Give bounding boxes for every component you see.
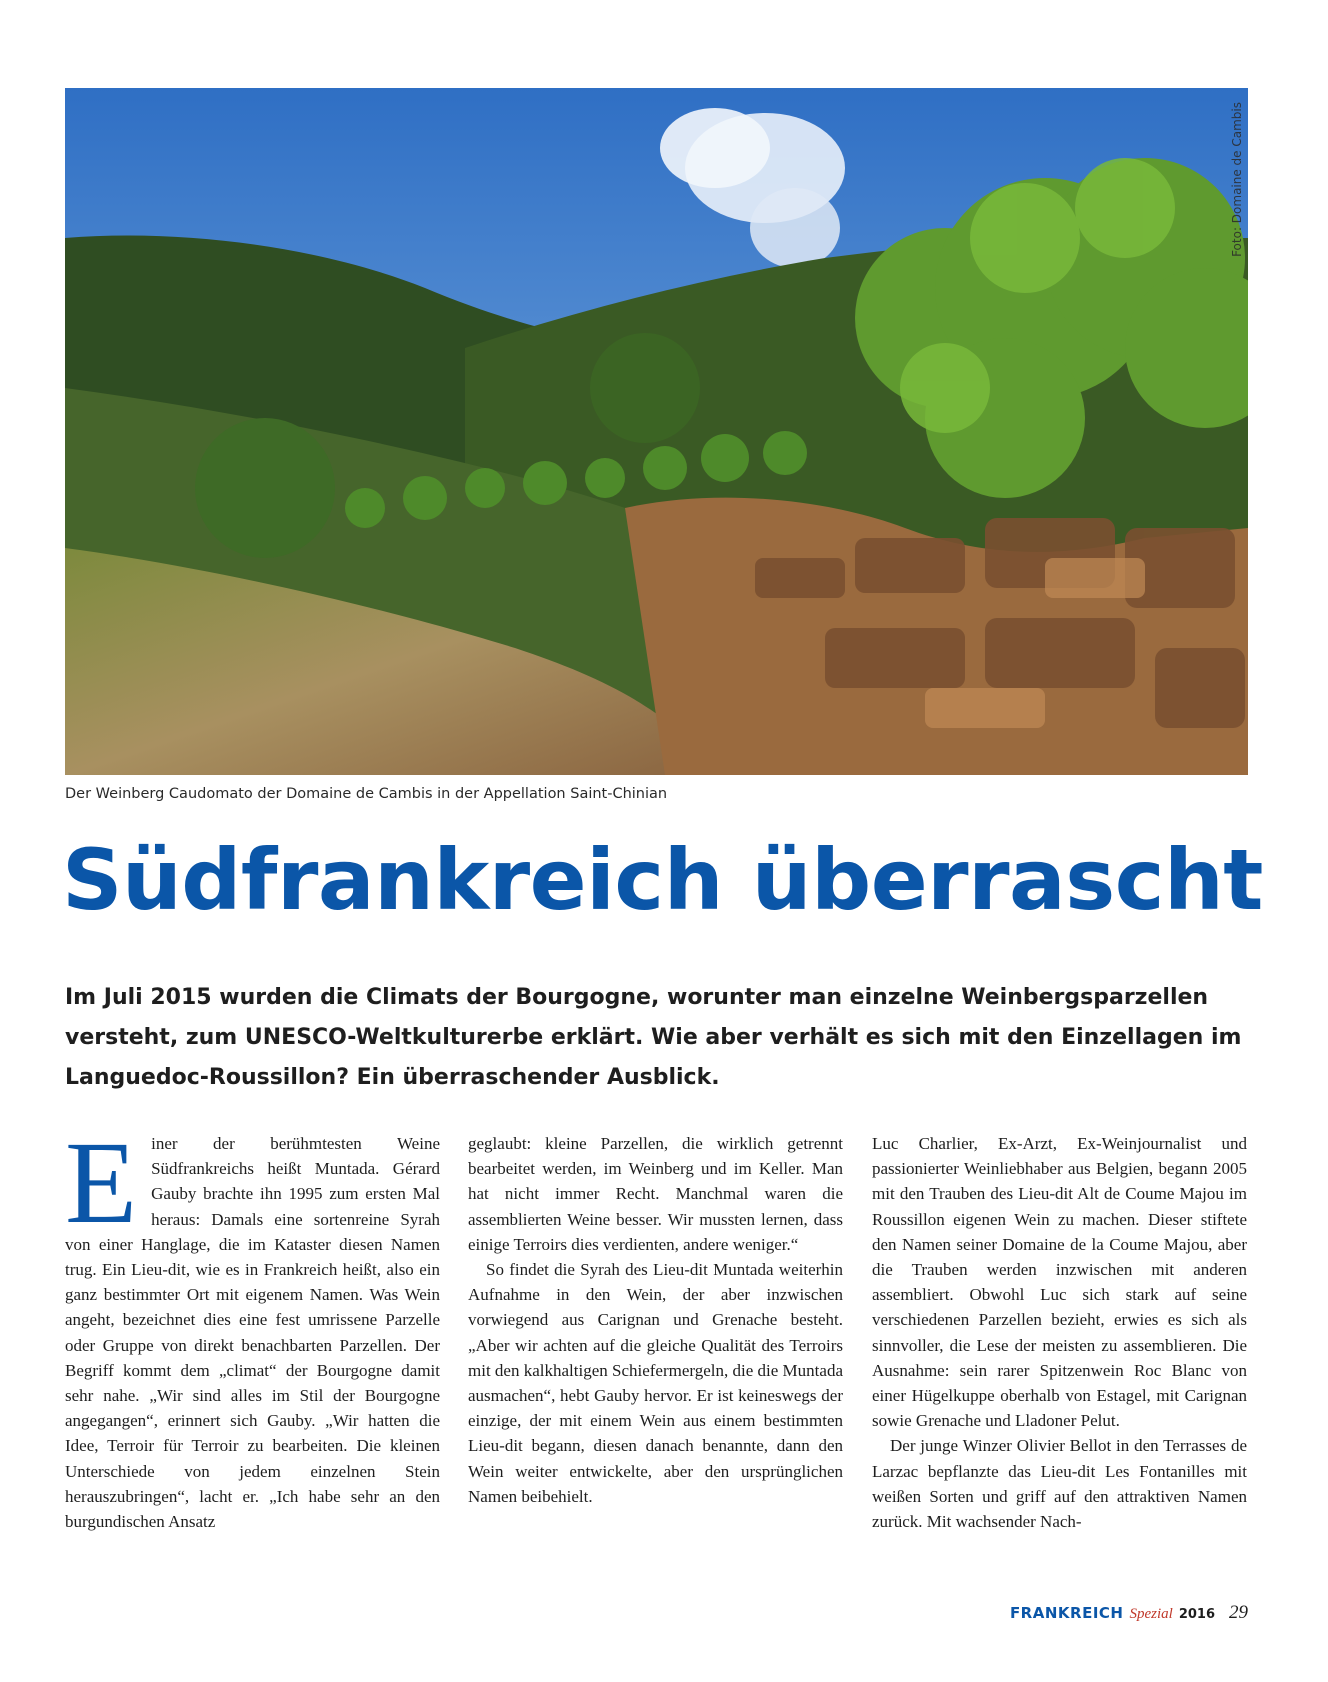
- col3-paragraph-2: Der junge Winzer Olivier Bellot in den Terrasses de Larzac bepflanzte das Lieu-dit Les Fontanilles mit weißen Sorten und griff auf den attraktiven Namen zurück. Mit wachsender Nach-: [872, 1436, 1247, 1532]
- col1-paragraph-1: iner der berühmtesten Weine Südfrankreichs heißt Muntada. Gérard Gauby brachte ihn 1995 zum ersten Mal heraus: Damals eine sortenreine Syrah von einer Hanglage, die im Kataster diesen Namen trug. Ein Lieu-dit, wie es in Frankreich heißt, also ein ganz bestimmter Ort mit eigenem Namen. Was Wein angeht, bezeichnet dies eine fest umrissene Parzelle oder Gruppe von direkt benachbarten Parzellen. Der Begriff kommt dem „climat“ der Bourgogne damit sehr nahe. „Wir sind alles im Stil der Bourgogne angegangen“, erinnert sich Gauby. „Wir hatten die Idee, Terroir für Terroir zu bearbeiten. Die kleinen Unterschiede von jedem einzelnen Stein herauszubringen“, lacht er. „Ich habe sehr an den burgundischen Ansatz: [65, 1134, 440, 1532]
- page-number: 29: [1229, 1602, 1248, 1623]
- text-column-2: [468, 1131, 843, 1556]
- vineyard-photo: [65, 88, 1248, 775]
- page-title: Südfrankreich überrascht: [62, 831, 1263, 929]
- footer-year: 2016: [1178, 1607, 1215, 1622]
- photo-credit: Foto: Domaine de Cambis: [1230, 102, 1244, 257]
- col2-paragraph-2: So findet die Syrah des Lieu-dit Muntada weiterhin Aufnahme in den Wein, der aber inzwischen vorwiegend aus Carignan und Grenache besteht. „Aber wir achten auf die gleiche Qualität des Terroirs mit den kalkhaltigen Schiefermergeln, die die Muntada ausmachen“, hebt Gauby hervor. Er ist keineswegs der einzige, der mit einem Wein aus einem bestimmten Lieu-dit begann, diesen danach benannte, dann den Wein weiter entwickelte, aber den ursprünglichen Namen beibehielt.: [468, 1260, 843, 1506]
- article-lead: Im Juli 2015 wurden die Climats der Bourgogne, worunter man einzelne Weinbergsparzellen versteht, zum UNESCO-Weltkulturerbe erklärt. Wie aber verhält es sich mit den Einzellagen im Languedoc-Roussillon? Ein überraschender Ausblick.: [65, 985, 1242, 1090]
- photo-caption: Der Weinberg Caudomato der Domaine de Cambis in der Appellation Saint-Chinian: [65, 786, 668, 802]
- drop-cap: E: [65, 1131, 138, 1248]
- footer-brand: FRANKREICH: [1009, 1604, 1124, 1622]
- col2-paragraph-1: geglaubt: kleine Parzellen, die wirklich getrennt bearbeitet werden, im Weinberg und im Keller. Man hat nicht immer Recht. Manchmal waren die assemblierten Weine besser. Wir mussten lernen, dass einige Terroirs dies verdienten, andere weniger.“: [468, 1134, 843, 1254]
- page-footer: [1010, 1602, 1248, 1624]
- col3-paragraph-1: Luc Charlier, Ex-Arzt, Ex-Weinjournalist und passionierter Weinliebhaber aus Belgien, begann 2005 mit den Trauben des Lieu-dit Alt de Coume Majou im Roussillon eigenen Wein zu machen. Dieser stiftete den Namen seiner Domaine de la Coume Majou, aber die Trauben werden inzwischen mit anderen assembliert. Obwohl Luc sich stark auf seine verschiedenen Parzellen bezieht, erwies es sich als sinnvoller, die Lese der meisten zu assemblieren. Die Ausnahme: sein rarer Spitzenwein Roc Blanc von einer Hügelkuppe oberhalb von Estagel, mit Carignan sowie Grenache und Lladoner Pelut.: [872, 1134, 1247, 1431]
- text-column-3: [872, 1131, 1247, 1556]
- text-column-1: [65, 1131, 440, 1556]
- vineyard-illustration: [65, 88, 1248, 775]
- footer-spezial: Spezial: [1129, 1606, 1173, 1622]
